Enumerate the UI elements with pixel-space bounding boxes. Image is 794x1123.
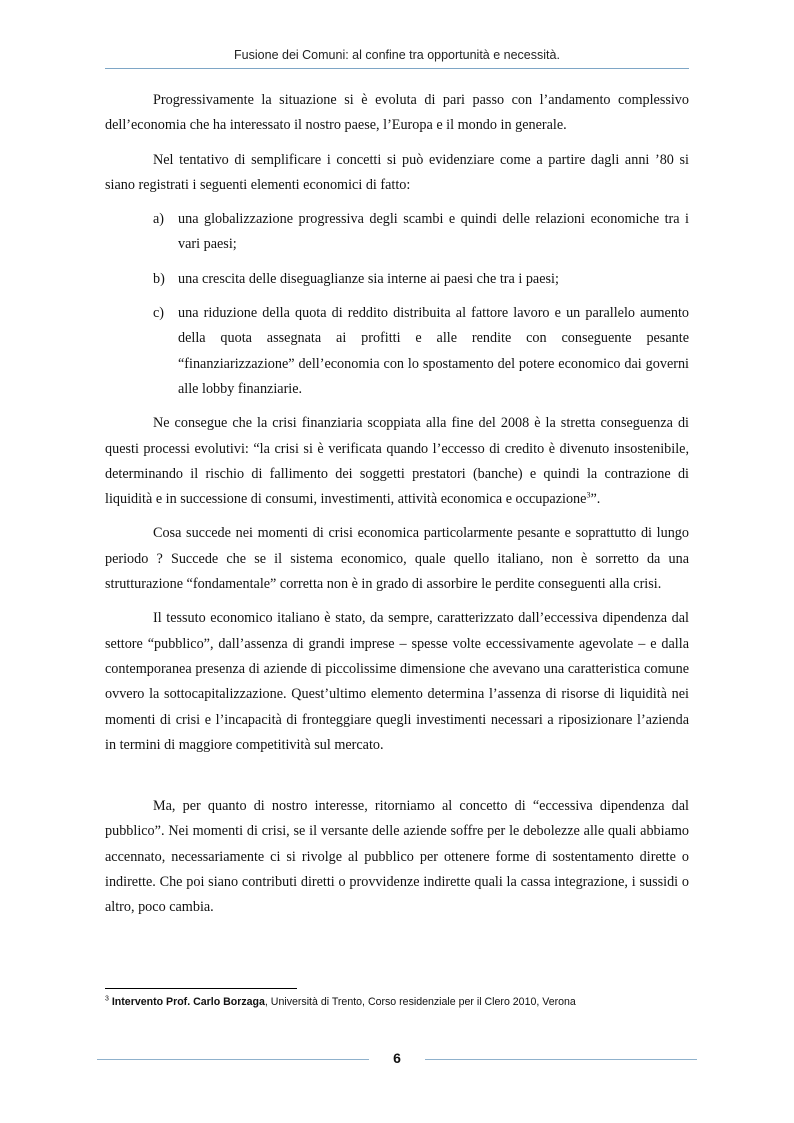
list-item xyxy=(105,301,689,402)
paragraph-3-text: Ne consegue che la crisi finanziaria scoppiata alla fine del 2008 è la stretta conseguenza di questi processi evolutivi: “la crisi si è verificata quando l’eccesso di credito è divenuto insostenibile, determinando il rischio di fallimento dei soggetti prestatori (banche) e quindi la contrazione di liquidità e in successione di consumi, investimenti, attività economica e occupazione xyxy=(105,415,689,508)
header-divider xyxy=(105,68,689,69)
list-item-text: una crescita delle diseguaglianze sia interne ai paesi che tra i paesi; xyxy=(178,270,559,287)
document-body xyxy=(105,88,689,930)
paragraph-5: Il tessuto economico italiano è stato, da sempre, caratterizzato dall’eccessiva dipendenza dal settore “pubblico”, dall’assenza di grandi imprese – spesse volte eccessivamente agevolate – e dalla contemporanea presenza di aziende di piccolissime dimensione che avevano una caratteristica comune ovvero la sottocapitalizzazione. Quest’ultimo elemento determina l’assenza di risorse di liquidità nei momenti di crisi e l’incapacità di fronteggiare quegli investimenti necessari a riposizionare l’azienda in termini di maggiore competitività sul mercato. xyxy=(105,610,689,753)
paragraph-2: Nel tentativo di semplificare i concetti si può evidenziare come a partire dagli anni ’80 si siano registrati i seguenti elementi economici di fatto: xyxy=(105,151,689,193)
footnote-number: 3 xyxy=(105,995,109,1003)
paragraph-4: Cosa succede nei momenti di crisi economica particolarmente pesante e soprattutto di lungo periodo ? Succede che se il sistema economico, quale quello italiano, non è sorretto da una strutturazione “fondamentale” corretta non è in grado di assorbire le perdite conseguenti alla crisi. xyxy=(105,525,689,593)
paragraph-3-closing: ”. xyxy=(590,491,601,508)
footnote-reference[interactable]: 3 xyxy=(586,490,591,500)
footnote-divider xyxy=(105,988,297,989)
footnote-source: , Università di Trento, Corso residenziale per il Clero 2010, Verona xyxy=(264,996,576,1008)
paragraph-3 xyxy=(105,411,689,512)
paragraph-1: Progressivamente la situazione si è evoluta di pari passo con l’andamento complessivo dell’economia che ha interessato il nostro paese, l’Europa e il mondo in generale. xyxy=(105,92,689,134)
page-number: 6 xyxy=(393,1050,401,1066)
footnote xyxy=(105,996,705,1008)
paragraph-6: Ma, per quanto di nostro interesse, ritorniamo al concetto di “eccessiva dipendenza dal pubblico”. Nei momenti di crisi, se il versante delle aziende soffre per le debolezze alle quali abbiamo accennato, necessariamente ci si rivolge al pubblico per ottenere forme di sostentamento dirette o indirette. Che poi siano contributi diretti o provvidenze indirette quali la cassa integrazione, i sussidi o altro, poco cambia. xyxy=(105,798,689,916)
footer-divider-left xyxy=(97,1059,369,1060)
economic-factors-list xyxy=(105,207,689,402)
list-marker: b) xyxy=(153,270,165,287)
list-item-text: una riduzione della quota di reddito distribuita al fattore lavoro e un parallelo aumento della quota assegnata ai profitti e alle rendite con conseguente pesante “finanziarizzazione” dell’economia con lo spostamento del potere economico dai governi alle lobby finanziarie. xyxy=(178,305,689,397)
list-marker: c) xyxy=(153,305,165,322)
list-marker: a) xyxy=(153,211,165,228)
list-item xyxy=(105,267,689,292)
footnote-author: Intervento Prof. Carlo Borzaga xyxy=(111,996,265,1008)
footer-divider-right xyxy=(425,1059,697,1060)
list-item xyxy=(105,207,689,258)
list-item-text: una globalizzazione progressiva degli scambi e quindi delle relazioni economiche tra i vari paesi; xyxy=(178,211,689,253)
page-header-title: Fusione dei Comuni: al confine tra opportunità e necessità. xyxy=(234,48,560,62)
